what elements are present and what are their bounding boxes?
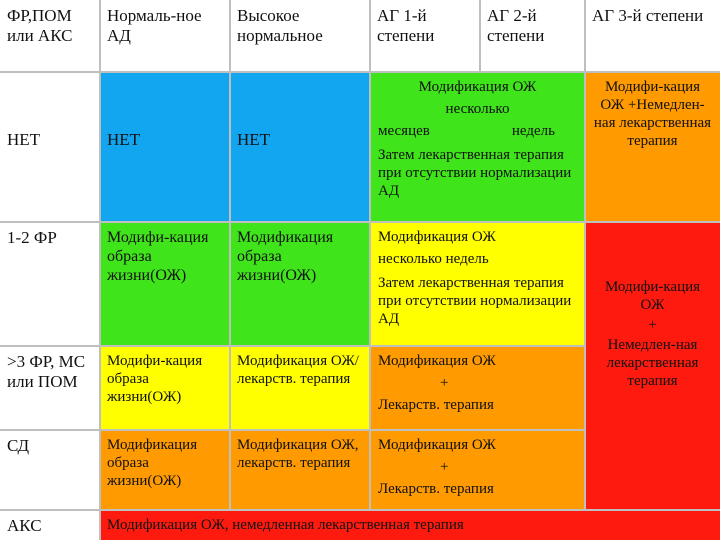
header-col6: АГ 3-й степени [585, 0, 720, 72]
ag12-1-2fr-line3: Затем лекарственная терапия при отсутствии нормализации АД [378, 275, 572, 327]
ag12-3fr-line3: Лекарств. терапия [378, 397, 494, 413]
ag12-3fr-line2: + [440, 375, 449, 391]
normal-none: НЕТ [100, 72, 230, 222]
ag12-diabetes-line2: + [440, 459, 449, 475]
header-col1: ФР,ПОМ или АКС [0, 0, 100, 72]
grid-line [0, 509, 720, 511]
row-label-3fr: >3 ФР, МС или ПОМ [0, 346, 100, 430]
ag3-none: Модифи-кация ОЖ +Немедлен-ная лекарственная терапия [585, 72, 720, 222]
grid-line [0, 221, 720, 223]
grid-line [0, 71, 720, 73]
ag12-diabetes-line1: Модификация ОЖ [378, 437, 496, 453]
grid-line [229, 0, 231, 510]
grid-line [479, 0, 481, 72]
normal-3fr: Модифи-кация образа жизни(ОЖ) [100, 346, 230, 430]
aks-merged: Модификация ОЖ, немедленная лекарственная терапия [100, 510, 720, 540]
normal-diabetes: Модификация образа жизни(ОЖ) [100, 430, 230, 510]
grid-line [0, 345, 585, 347]
ag12-1-2fr-line2: несколько недель [378, 251, 489, 267]
ag12-diabetes-line3: Лекарств. терапия [378, 481, 494, 497]
high-normal-1-2fr: Модификация образа жизни(ОЖ) [230, 222, 370, 346]
grid-line [584, 0, 586, 510]
row-label-aks: АКС [0, 510, 100, 540]
ag12-1-2fr [370, 222, 585, 346]
row-label-none: НЕТ [0, 72, 100, 222]
grid-line [99, 0, 101, 540]
ag12-diabetes [370, 430, 585, 510]
row-label-1-2fr: 1-2 ФР [0, 222, 100, 346]
ag12-none-line4: Затем лекарственная терапия при отсутствии нормализации АД [378, 147, 572, 199]
ag12-3fr [370, 346, 585, 430]
high-normal-3fr: Модификация ОЖ/ лекарств. терапия [230, 346, 370, 430]
header-col4: АГ 1-й степени [370, 0, 480, 72]
row-label-diabetes: СД [0, 430, 100, 510]
ag12-3fr-line1: Модификация ОЖ [378, 353, 496, 369]
high-normal-diabetes: Модификация ОЖ, лекарств. терапия [230, 430, 370, 510]
header-col5: АГ 2-й степени [480, 0, 585, 72]
ag3-merged-line1: Модифи-кация ОЖ [604, 279, 701, 313]
ag12-none-line1: Модификация ОЖ [418, 79, 537, 95]
ag12-none [370, 72, 585, 222]
ag3-merged-line2: + [648, 317, 657, 333]
ag12-1-2fr-line1: Модификация ОЖ [378, 229, 496, 245]
grid-line [0, 429, 585, 431]
ag12-none-line2: несколько [445, 101, 510, 117]
ag3-merged [585, 222, 720, 510]
high-normal-none: НЕТ [230, 72, 370, 222]
ag3-merged-line3: Немедлен-ная лекарственная терапия [606, 337, 699, 389]
grid-line [369, 0, 371, 510]
ag12-none-months: месяцев [378, 123, 430, 139]
header-col3: Высокое нормальное [230, 0, 370, 72]
header-col2: Нормаль-ное АД [100, 0, 230, 72]
ag12-none-weeks: недель [511, 123, 555, 139]
normal-1-2fr: Модифи-кация образа жизни(ОЖ) [100, 222, 230, 346]
